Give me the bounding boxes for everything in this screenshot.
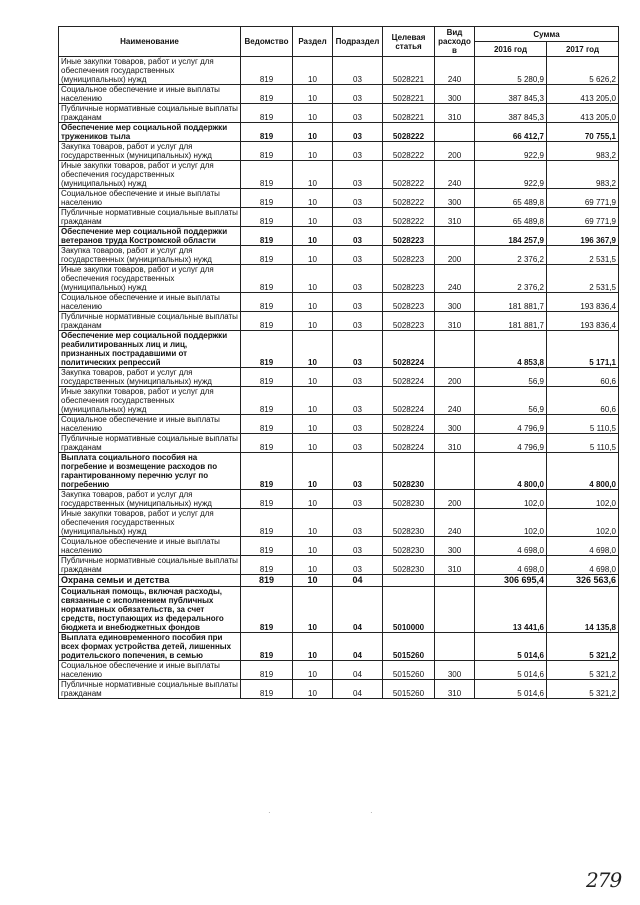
row-sum-2016: 4 698,0 <box>475 556 547 575</box>
row-department: 819 <box>241 661 293 680</box>
row-subsection: 03 <box>333 387 383 415</box>
row-sum-2017: 70 755,1 <box>547 123 619 142</box>
row-name: Социальное обеспечение и иные выплаты населению <box>59 293 241 312</box>
table-row <box>59 434 619 453</box>
row-name: Публичные нормативные социальные выплаты гражданам <box>59 104 241 123</box>
row-expense-type: 240 <box>435 265 475 293</box>
row-subsection: 03 <box>333 368 383 387</box>
row-department: 819 <box>241 227 293 246</box>
row-section: 10 <box>293 537 333 556</box>
row-section: 10 <box>293 490 333 509</box>
row-name: Публичные нормативные социальные выплаты гражданам <box>59 434 241 453</box>
row-subsection: 03 <box>333 208 383 227</box>
row-section: 10 <box>293 575 333 587</box>
row-sum-2016: 4 796,9 <box>475 415 547 434</box>
table-row <box>59 415 619 434</box>
row-sum-2017: 193 836,4 <box>547 293 619 312</box>
table-row <box>59 85 619 104</box>
row-name: Обеспечение мер социальной поддержки ветеранов труда Костромской области <box>59 227 241 246</box>
row-section: 10 <box>293 265 333 293</box>
row-name: Закупка товаров, работ и услуг для государственных (муниципальных) нужд <box>59 490 241 509</box>
row-subsection: 03 <box>333 57 383 85</box>
row-sum-2017: 983,2 <box>547 142 619 161</box>
row-target: 5028230 <box>383 537 435 556</box>
row-sum-2016: 5 014,6 <box>475 680 547 699</box>
row-name: Публичные нормативные социальные выплаты гражданам <box>59 208 241 227</box>
row-section: 10 <box>293 415 333 434</box>
row-name: Иные закупки товаров, работ и услуг для обеспечения государственных (муниципальных) нужд <box>59 509 241 537</box>
row-department: 819 <box>241 587 293 633</box>
page-number: 279 <box>586 868 622 892</box>
row-department: 819 <box>241 312 293 331</box>
row-department: 819 <box>241 142 293 161</box>
row-section: 10 <box>293 453 333 490</box>
row-sum-2016: 2 376,2 <box>475 265 547 293</box>
table-row <box>59 537 619 556</box>
row-department: 819 <box>241 57 293 85</box>
row-sum-2017: 69 771,9 <box>547 189 619 208</box>
row-section: 10 <box>293 509 333 537</box>
row-name: Публичные нормативные социальные выплаты гражданам <box>59 680 241 699</box>
row-name: Обеспечение мер социальной поддержки тружеников тыла <box>59 123 241 142</box>
row-name: Социальное обеспечение и иные выплаты населению <box>59 415 241 434</box>
row-sum-2017: 413 205,0 <box>547 104 619 123</box>
row-section: 10 <box>293 293 333 312</box>
budget-table <box>58 26 619 699</box>
row-name: Выплата социального пособия на погребение и возмещение расходов по гарантированному перечню услуг по погребению <box>59 453 241 490</box>
row-sum-2017: 102,0 <box>547 509 619 537</box>
row-name: Иные закупки товаров, работ и услуг для обеспечения государственных (муниципальных) нужд <box>59 57 241 85</box>
table-row <box>59 575 619 587</box>
row-expense-type: 300 <box>435 189 475 208</box>
row-subsection: 04 <box>333 587 383 633</box>
row-target: 5028223 <box>383 246 435 265</box>
row-expense-type: 240 <box>435 57 475 85</box>
row-sum-2017: 60,6 <box>547 368 619 387</box>
row-sum-2017: 102,0 <box>547 490 619 509</box>
row-name: Социальное обеспечение и иные выплаты населению <box>59 189 241 208</box>
row-sum-2016: 102,0 <box>475 509 547 537</box>
table-row <box>59 265 619 293</box>
row-sum-2016: 65 489,8 <box>475 189 547 208</box>
row-sum-2017: 14 135,8 <box>547 587 619 633</box>
header-target: Целевая статья <box>383 27 435 57</box>
row-sum-2017: 4 800,0 <box>547 453 619 490</box>
row-sum-2017: 193 836,4 <box>547 312 619 331</box>
row-target: 5028224 <box>383 331 435 368</box>
row-target: 5028223 <box>383 227 435 246</box>
row-expense-type <box>435 633 475 661</box>
row-section: 10 <box>293 142 333 161</box>
table-row <box>59 189 619 208</box>
row-section: 10 <box>293 208 333 227</box>
row-expense-type <box>435 453 475 490</box>
row-sum-2016: 4 698,0 <box>475 537 547 556</box>
row-target: 5028222 <box>383 123 435 142</box>
row-subsection: 03 <box>333 453 383 490</box>
row-sum-2016: 56,9 <box>475 368 547 387</box>
row-expense-type <box>435 123 475 142</box>
row-target: 5028230 <box>383 490 435 509</box>
row-sum-2017: 5 110,5 <box>547 415 619 434</box>
row-sum-2016: 181 881,7 <box>475 312 547 331</box>
row-section: 10 <box>293 312 333 331</box>
row-sum-2016: 184 257,9 <box>475 227 547 246</box>
row-sum-2017: 2 531,5 <box>547 265 619 293</box>
row-department: 819 <box>241 208 293 227</box>
row-subsection: 03 <box>333 415 383 434</box>
row-department: 819 <box>241 387 293 415</box>
row-sum-2017: 196 367,9 <box>547 227 619 246</box>
table-header <box>59 27 619 57</box>
row-department: 819 <box>241 537 293 556</box>
row-department: 819 <box>241 246 293 265</box>
row-target: 5028222 <box>383 161 435 189</box>
row-target: 5028223 <box>383 312 435 331</box>
row-department: 819 <box>241 633 293 661</box>
row-sum-2017: 5 321,2 <box>547 661 619 680</box>
row-target: 5015260 <box>383 661 435 680</box>
row-subsection: 03 <box>333 85 383 104</box>
row-name: Социальная помощь, включая расходы, связанные с исполнением публичных нормативных обязательств, за счет средств, поступающих из федерального бюджета и внебюджетных фондов <box>59 587 241 633</box>
row-expense-type <box>435 227 475 246</box>
row-expense-type: 300 <box>435 415 475 434</box>
row-subsection: 03 <box>333 537 383 556</box>
row-section: 10 <box>293 633 333 661</box>
row-target: 5028224 <box>383 415 435 434</box>
budget-sheet <box>58 26 618 699</box>
row-sum-2016: 102,0 <box>475 490 547 509</box>
row-expense-type: 300 <box>435 85 475 104</box>
row-expense-type: 310 <box>435 104 475 123</box>
row-target: 5028230 <box>383 556 435 575</box>
table-row <box>59 453 619 490</box>
row-subsection: 03 <box>333 123 383 142</box>
table-row <box>59 246 619 265</box>
row-name: Выплата единовременного пособия при всех формах устройства детей, лишенных родительского попечения, в семью <box>59 633 241 661</box>
row-department: 819 <box>241 161 293 189</box>
row-name: Закупка товаров, работ и услуг для государственных (муниципальных) нужд <box>59 368 241 387</box>
row-section: 10 <box>293 661 333 680</box>
row-sum-2017: 5 171,1 <box>547 331 619 368</box>
table-row <box>59 227 619 246</box>
row-section: 10 <box>293 161 333 189</box>
row-expense-type: 200 <box>435 368 475 387</box>
table-row <box>59 57 619 85</box>
row-department: 819 <box>241 189 293 208</box>
row-target: 5028222 <box>383 142 435 161</box>
header-department: Ведомство <box>241 27 293 57</box>
row-section: 10 <box>293 227 333 246</box>
row-section: 10 <box>293 368 333 387</box>
header-year-2016: 2016 год <box>475 42 547 57</box>
table-row <box>59 661 619 680</box>
row-sum-2016: 5 014,6 <box>475 633 547 661</box>
row-subsection: 03 <box>333 331 383 368</box>
table-row <box>59 161 619 189</box>
table-row <box>59 587 619 633</box>
row-sum-2016: 5 280,9 <box>475 57 547 85</box>
row-sum-2016: 387 845,3 <box>475 104 547 123</box>
row-subsection: 03 <box>333 104 383 123</box>
row-sum-2016: 4 796,9 <box>475 434 547 453</box>
row-target: 5028223 <box>383 293 435 312</box>
row-name: Иные закупки товаров, работ и услуг для обеспечения государственных (муниципальных) нужд <box>59 265 241 293</box>
table-row <box>59 680 619 699</box>
row-subsection: 03 <box>333 246 383 265</box>
header-section: Раздел <box>293 27 333 57</box>
row-target: 5028222 <box>383 208 435 227</box>
table-row <box>59 556 619 575</box>
row-target: 5028230 <box>383 509 435 537</box>
row-sum-2016: 387 845,3 <box>475 85 547 104</box>
row-sum-2016: 56,9 <box>475 387 547 415</box>
table-body <box>59 57 619 699</box>
table-row <box>59 509 619 537</box>
row-target: 5028224 <box>383 434 435 453</box>
row-section: 10 <box>293 434 333 453</box>
row-expense-type: 200 <box>435 490 475 509</box>
row-department: 819 <box>241 415 293 434</box>
row-department: 819 <box>241 575 293 587</box>
row-section: 10 <box>293 680 333 699</box>
row-section: 10 <box>293 331 333 368</box>
row-subsection: 03 <box>333 434 383 453</box>
row-name: Публичные нормативные социальные выплаты гражданам <box>59 312 241 331</box>
row-name: Охрана семьи и детства <box>59 575 241 587</box>
row-expense-type: 310 <box>435 208 475 227</box>
row-section: 10 <box>293 246 333 265</box>
scan-speck: · <box>268 808 271 817</box>
row-expense-type: 300 <box>435 661 475 680</box>
row-target: 5015260 <box>383 633 435 661</box>
row-sum-2017: 5 321,2 <box>547 680 619 699</box>
row-sum-2016: 922,9 <box>475 161 547 189</box>
row-section: 10 <box>293 104 333 123</box>
row-sum-2016: 4 853,8 <box>475 331 547 368</box>
row-target: 5028224 <box>383 368 435 387</box>
row-target: 5015260 <box>383 680 435 699</box>
row-department: 819 <box>241 85 293 104</box>
row-target: 5028224 <box>383 387 435 415</box>
row-subsection: 03 <box>333 227 383 246</box>
table-row <box>59 633 619 661</box>
row-sum-2016: 65 489,8 <box>475 208 547 227</box>
row-target: 5028222 <box>383 189 435 208</box>
row-department: 819 <box>241 265 293 293</box>
row-section: 10 <box>293 123 333 142</box>
row-sum-2017: 4 698,0 <box>547 537 619 556</box>
row-subsection: 03 <box>333 189 383 208</box>
row-department: 819 <box>241 331 293 368</box>
row-target: 5028221 <box>383 57 435 85</box>
row-subsection: 03 <box>333 293 383 312</box>
row-expense-type <box>435 331 475 368</box>
row-subsection: 03 <box>333 142 383 161</box>
header-subsection: Подраздел <box>333 27 383 57</box>
row-department: 819 <box>241 368 293 387</box>
row-expense-type <box>435 575 475 587</box>
table-row <box>59 208 619 227</box>
row-sum-2017: 4 698,0 <box>547 556 619 575</box>
row-sum-2017: 326 563,6 <box>547 575 619 587</box>
row-sum-2016: 4 800,0 <box>475 453 547 490</box>
row-name: Закупка товаров, работ и услуг для государственных (муниципальных) нужд <box>59 142 241 161</box>
row-sum-2017: 5 110,5 <box>547 434 619 453</box>
row-department: 819 <box>241 434 293 453</box>
row-sum-2016: 181 881,7 <box>475 293 547 312</box>
row-sum-2016: 13 441,6 <box>475 587 547 633</box>
row-department: 819 <box>241 123 293 142</box>
row-target: 5010000 <box>383 587 435 633</box>
row-section: 10 <box>293 556 333 575</box>
row-subsection: 03 <box>333 265 383 293</box>
row-sum-2017: 2 531,5 <box>547 246 619 265</box>
row-sum-2017: 983,2 <box>547 161 619 189</box>
row-subsection: 04 <box>333 575 383 587</box>
row-department: 819 <box>241 509 293 537</box>
row-expense-type <box>435 587 475 633</box>
row-target: 5028221 <box>383 104 435 123</box>
row-sum-2017: 5 321,2 <box>547 633 619 661</box>
row-name: Обеспечение мер социальной поддержки реабилитированных лиц и лиц, признанных пострадавшими от политических репрессий <box>59 331 241 368</box>
row-subsection: 04 <box>333 661 383 680</box>
row-section: 10 <box>293 387 333 415</box>
row-subsection: 04 <box>333 633 383 661</box>
row-sum-2016: 306 695,4 <box>475 575 547 587</box>
row-sum-2017: 69 771,9 <box>547 208 619 227</box>
header-year-2017: 2017 год <box>547 42 619 57</box>
table-row <box>59 331 619 368</box>
table-row <box>59 387 619 415</box>
row-target: 5028223 <box>383 265 435 293</box>
row-expense-type: 240 <box>435 161 475 189</box>
header-sum: Сумма <box>475 27 619 42</box>
header-expense-type: Вид расходов <box>435 27 475 57</box>
row-subsection: 03 <box>333 490 383 509</box>
row-section: 10 <box>293 587 333 633</box>
row-expense-type: 310 <box>435 312 475 331</box>
row-expense-type: 310 <box>435 556 475 575</box>
row-expense-type: 200 <box>435 142 475 161</box>
row-name: Социальное обеспечение и иные выплаты населению <box>59 661 241 680</box>
row-sum-2017: 5 626,2 <box>547 57 619 85</box>
row-sum-2016: 922,9 <box>475 142 547 161</box>
row-sum-2017: 60,6 <box>547 387 619 415</box>
table-row <box>59 490 619 509</box>
row-department: 819 <box>241 104 293 123</box>
header-name: Наименование <box>59 27 241 57</box>
row-name: Иные закупки товаров, работ и услуг для обеспечения государственных (муниципальных) нужд <box>59 387 241 415</box>
row-name: Социальное обеспечение и иные выплаты населению <box>59 537 241 556</box>
row-sum-2017: 413 205,0 <box>547 85 619 104</box>
table-row <box>59 293 619 312</box>
row-target: 5028221 <box>383 85 435 104</box>
row-expense-type: 310 <box>435 680 475 699</box>
row-department: 819 <box>241 293 293 312</box>
row-subsection: 04 <box>333 680 383 699</box>
row-sum-2016: 2 376,2 <box>475 246 547 265</box>
row-section: 10 <box>293 57 333 85</box>
table-row <box>59 312 619 331</box>
row-department: 819 <box>241 680 293 699</box>
row-expense-type: 300 <box>435 293 475 312</box>
row-department: 819 <box>241 490 293 509</box>
row-expense-type: 300 <box>435 537 475 556</box>
table-row <box>59 123 619 142</box>
row-subsection: 03 <box>333 556 383 575</box>
row-expense-type: 240 <box>435 387 475 415</box>
row-subsection: 03 <box>333 509 383 537</box>
table-row <box>59 104 619 123</box>
row-name: Иные закупки товаров, работ и услуг для обеспечения государственных (муниципальных) нужд <box>59 161 241 189</box>
row-expense-type: 200 <box>435 246 475 265</box>
table-row <box>59 142 619 161</box>
row-name: Закупка товаров, работ и услуг для государственных (муниципальных) нужд <box>59 246 241 265</box>
row-section: 10 <box>293 189 333 208</box>
row-sum-2016: 5 014,6 <box>475 661 547 680</box>
row-name: Публичные нормативные социальные выплаты гражданам <box>59 556 241 575</box>
row-department: 819 <box>241 556 293 575</box>
row-expense-type: 240 <box>435 509 475 537</box>
row-subsection: 03 <box>333 161 383 189</box>
row-target <box>383 575 435 587</box>
row-section: 10 <box>293 85 333 104</box>
row-name: Социальное обеспечение и иные выплаты населению <box>59 85 241 104</box>
table-row <box>59 368 619 387</box>
row-target: 5028230 <box>383 453 435 490</box>
scan-speck: · <box>370 808 373 817</box>
row-expense-type: 310 <box>435 434 475 453</box>
row-subsection: 03 <box>333 312 383 331</box>
row-department: 819 <box>241 453 293 490</box>
row-sum-2016: 66 412,7 <box>475 123 547 142</box>
